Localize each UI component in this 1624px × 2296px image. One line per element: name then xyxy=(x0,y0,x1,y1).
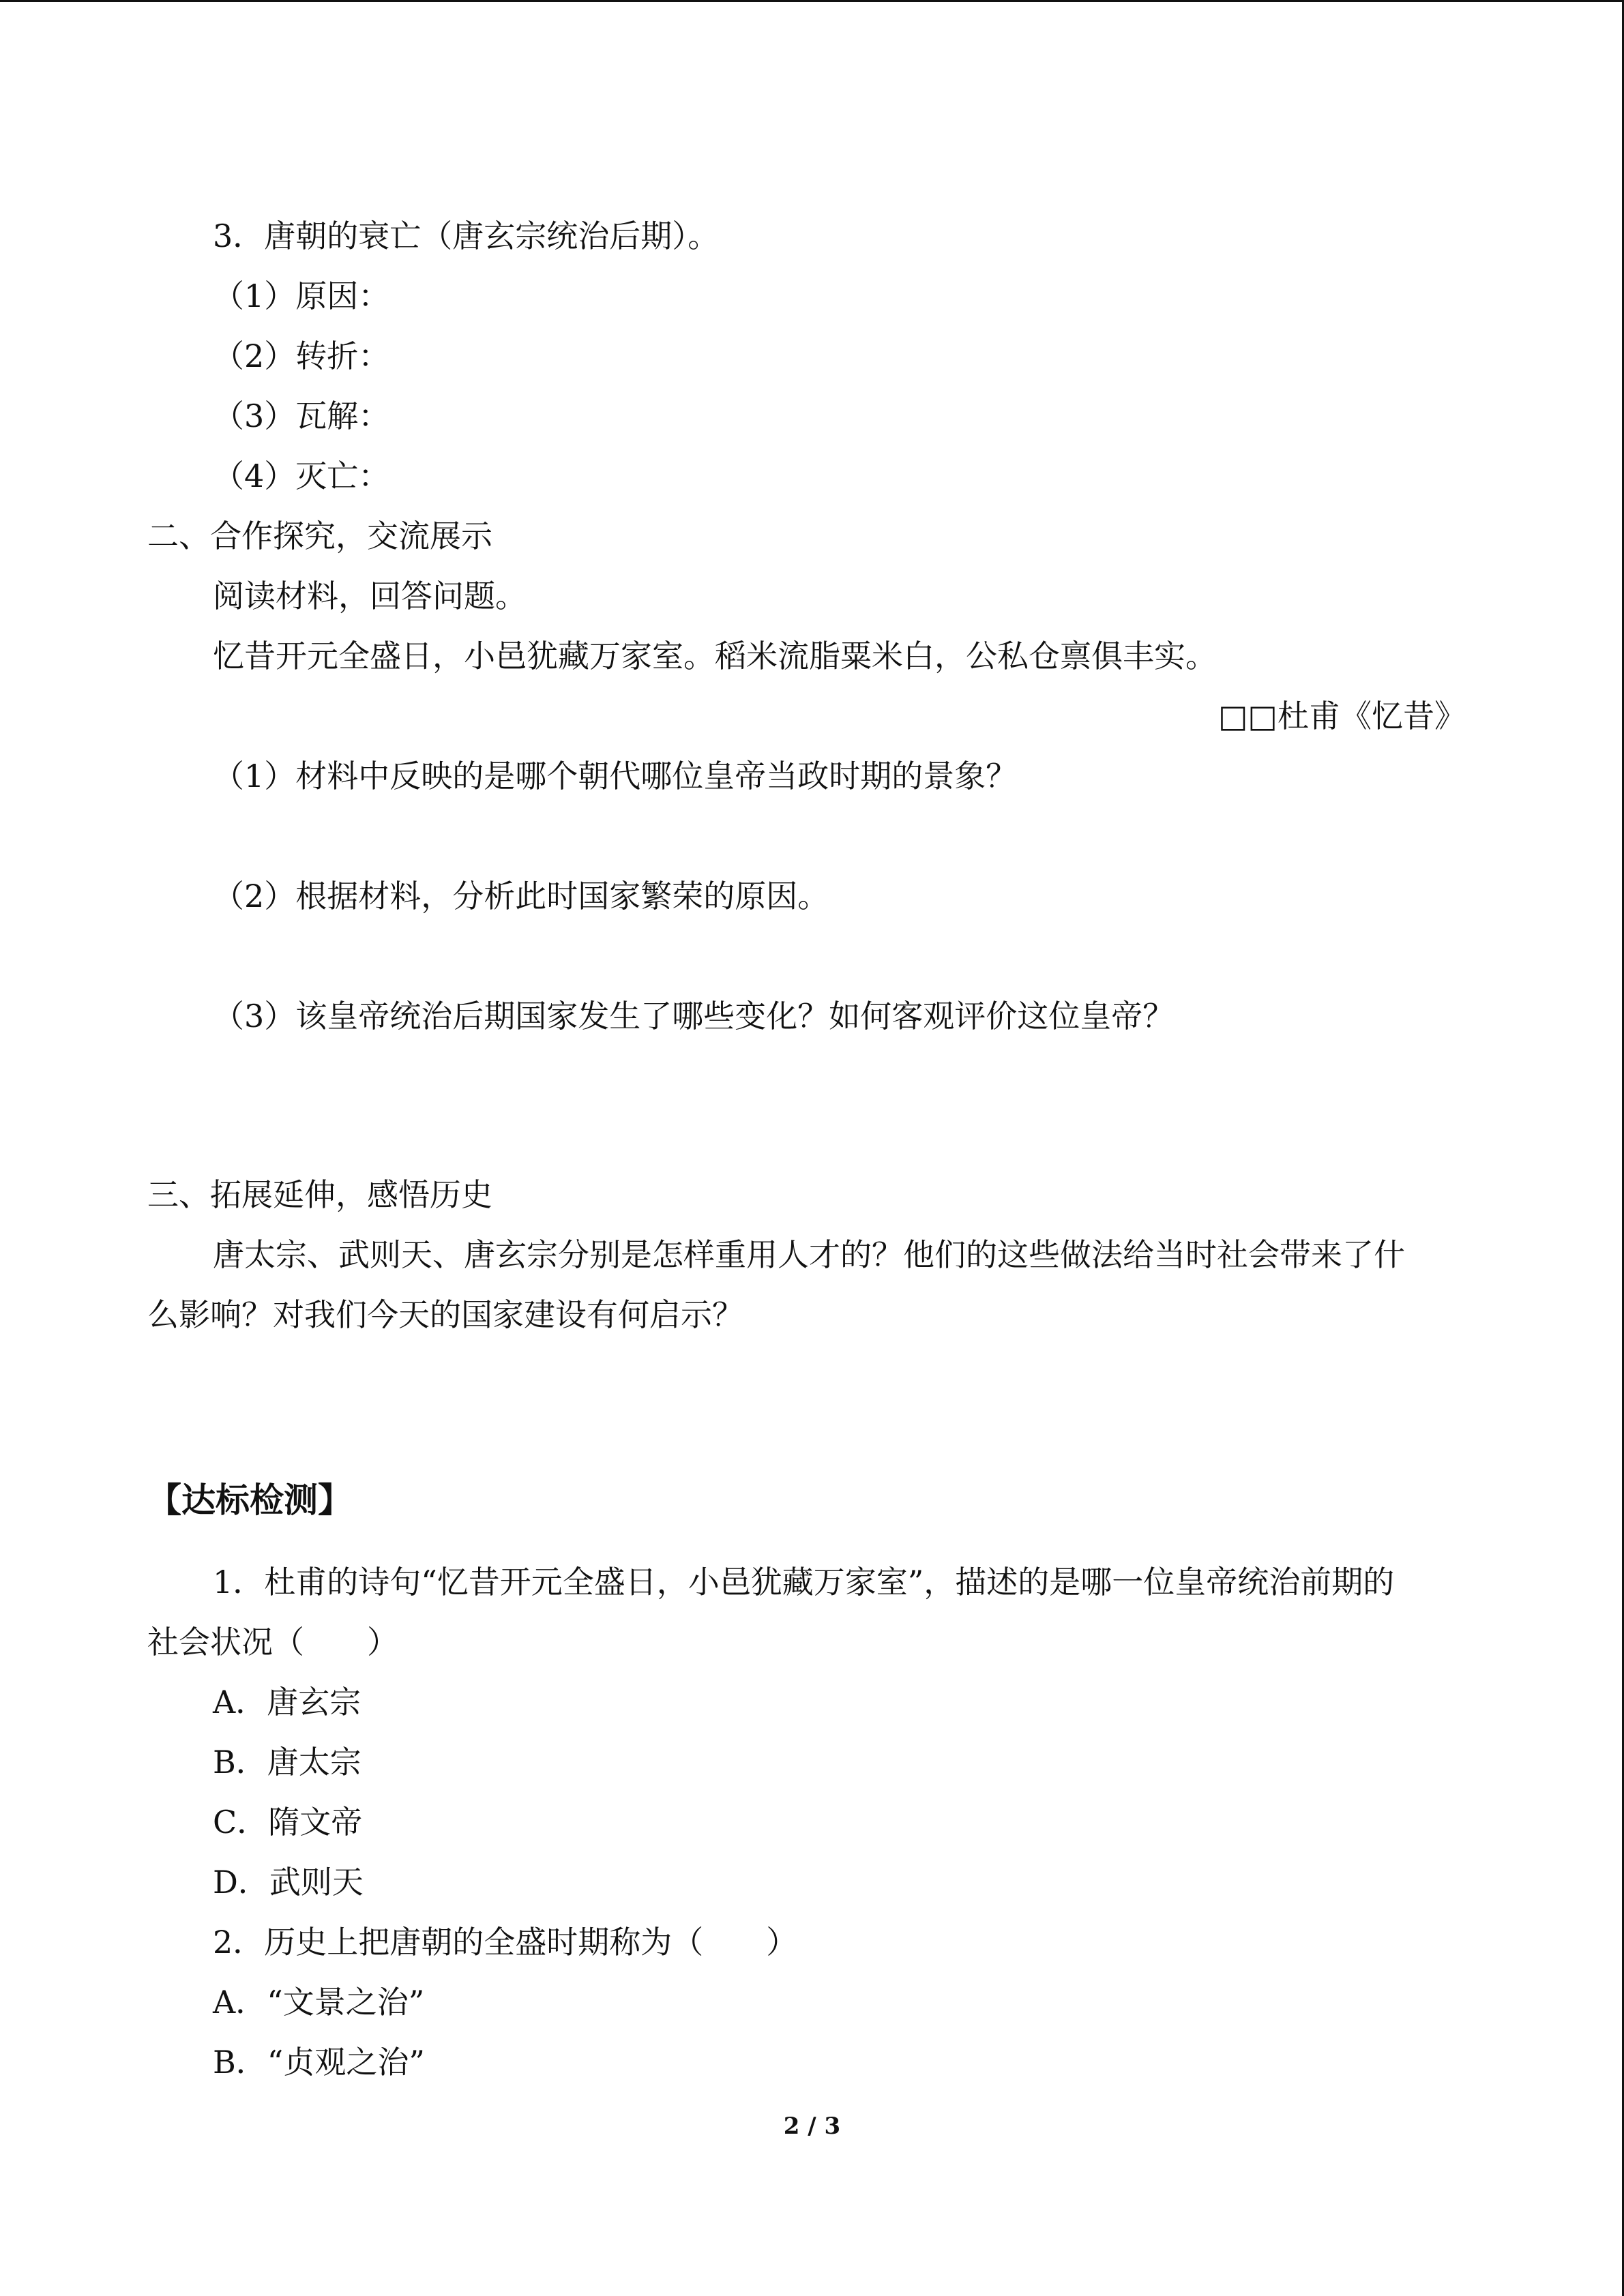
q1-option-a: A．唐玄宗 xyxy=(213,1684,361,1720)
q2-option-a: A．“文景之治” xyxy=(213,1984,425,2021)
section1-item3-title: 3．唐朝的衰亡（唐玄宗统治后期）。 xyxy=(213,218,720,254)
point-cause: （1）原因： xyxy=(213,278,390,314)
question-1: （1）材料中反映的是哪个朝代哪位皇帝当政时期的景象？ xyxy=(213,758,1018,794)
test-q1-line2: 社会状况（ ） xyxy=(147,1624,398,1660)
q1-option-c: C．隋文帝 xyxy=(213,1804,363,1840)
test-heading: 【达标检测】 xyxy=(147,1480,352,1520)
test-q1-line1: 1．杜甫的诗句“忆昔开元全盛日，小邑犹藏万家室”，描述的是哪一位皇帝统治前期的 xyxy=(213,1564,1395,1600)
section3-heading: 三、拓展延伸，感悟历史 xyxy=(147,1176,492,1213)
section3-text-line1: 唐太宗、武则天、唐玄宗分别是怎样重用人才的？他们的这些做法给当时社会带来了什 xyxy=(213,1236,1405,1273)
section2-material: 忆昔开元全盛日，小邑犹藏万家室。稻米流脂粟米白，公私仓禀俱丰实。 xyxy=(213,638,1217,674)
q1-option-d: D．武则天 xyxy=(213,1864,364,1900)
point-fall: （4）灭亡： xyxy=(213,458,390,494)
section3-text-line2: 么影响？对我们今天的国家建设有何启示？ xyxy=(147,1296,743,1333)
test-q2: 2．历史上把唐朝的全盛时期称为（ ） xyxy=(213,1924,798,1960)
q1-option-b: B．唐太宗 xyxy=(213,1744,361,1780)
question-2: （2）根据材料，分析此时国家繁荣的原因。 xyxy=(213,878,829,914)
q2-option-b: B．“贞观之治” xyxy=(213,2044,425,2081)
page-number: 2 / 3 xyxy=(783,2113,841,2140)
section2-instruction: 阅读材料，回答问题。 xyxy=(213,578,527,614)
material-source: □□杜甫《忆昔》 xyxy=(1218,698,1466,734)
section2-heading: 二、合作探究，交流展示 xyxy=(147,518,492,554)
question-3: （3）该皇帝统治后期国家发生了哪些变化？如何客观评价这位皇帝？ xyxy=(213,998,1175,1034)
point-collapse: （3）瓦解： xyxy=(213,398,390,434)
point-turn: （2）转折： xyxy=(213,338,390,374)
